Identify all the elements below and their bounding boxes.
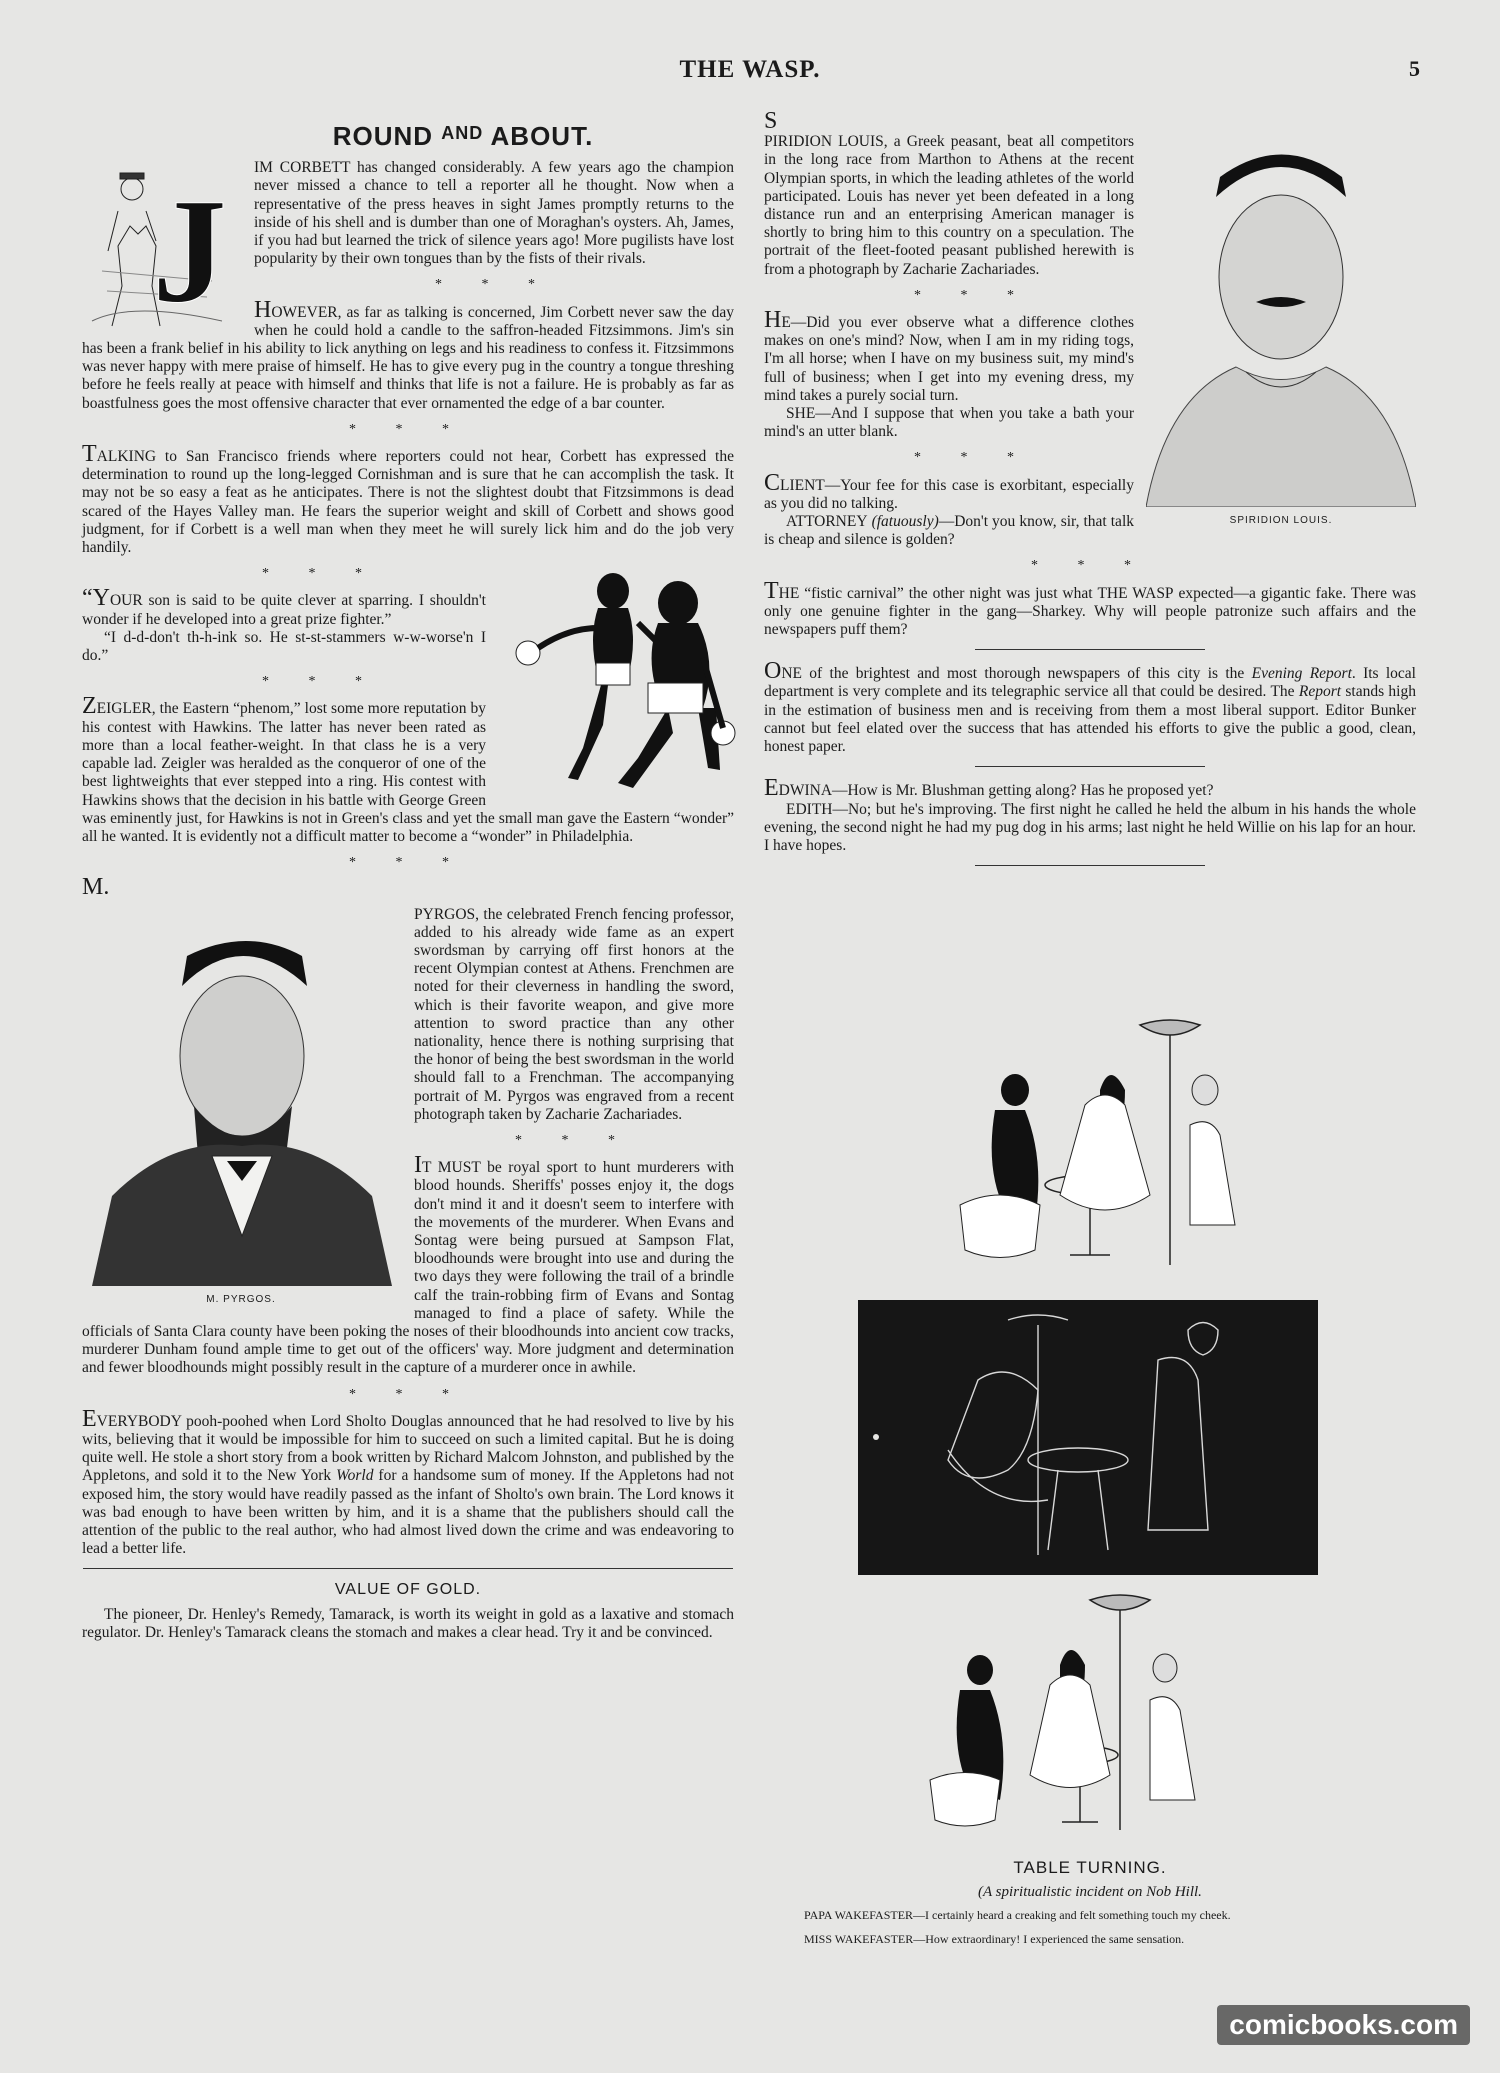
- separator-stars: * * *: [515, 1132, 633, 1148]
- paragraph-spiridion: PIRIDION LOUIS, a Greek peasant, beat all competitors in the long race from Marthon to Athens at the recent Olympian sports, in which the leading athletes of the world participated. Louis has never yet been defeated in a long distance run and an enterprising American manager is shortly to bring him to this country on a speculation. The portrait of the fleet-footed peasant published herewith is from a photograph by Zacharie Zachariades.: [764, 133, 1134, 278]
- table-turning-caption: [764, 1858, 1416, 1947]
- paragraph-zeigler: ZEIGLER, the Eastern “phenom,” lost some more reputation by his contest with Hawkins. The latter has never been rated as more than a local feather-weight. In that class he is a very capable lad. Zeigler was heralded as the conqueror of one of the best lightweights that ever stepped into a ring. His contest with Hawkins shows that the decision in his battle with George Green was eminently just, for Hawkins is not in Green's class and yet the small man gave the Eastern “wonder” all he wanted. It is evidently not a difficult matter to become a “wonder” in Philadelphia.: [82, 693, 734, 845]
- paragraph-he-clothes: HE—Did you ever observe what a difference clothes makes on one's mind? Now, when I am in my riding togs, I'm all horse; when I have on my business suit, my mind's full of business; when I get into my evening dress, my mind takes a purely social turn.: [764, 307, 1134, 404]
- corbett-dropcap-illustration: [82, 151, 242, 331]
- separator-stars: * * *: [349, 855, 467, 871]
- papa-dialogue: PAPA WAKEFASTER—I certainly heard a creaking and felt something touch my cheek.: [804, 1908, 1231, 1922]
- page-number: 5: [1409, 56, 1420, 81]
- paragraph-client: CLIENT—Your fee for this case is exorbitant, especially as you did no talking.: [764, 469, 1134, 512]
- paragraph-your-son: “YOUR son is said to be quite clever at sparring. I shouldn't wonder if he developed into a great prize fighter.”: [82, 585, 486, 628]
- boxing-cartoon-illustration: [498, 563, 738, 793]
- right-column: [764, 108, 1416, 878]
- separator-stars: * * *: [914, 287, 1032, 303]
- pyrgos-caption: M. PYRGOS.: [206, 1293, 276, 1305]
- paragraph-stammer-reply: “I d-d-don't th-h-ink so. He st-st-stammers w-w-worse'n I do.”: [82, 628, 486, 665]
- divider: [975, 865, 1205, 866]
- table-turning-title: TABLE TURNING.: [1013, 1858, 1167, 1877]
- separator-stars: * * *: [349, 421, 467, 437]
- separator-stars: * * *: [914, 450, 1032, 466]
- divider: [975, 766, 1205, 767]
- separator-stars: * * *: [349, 1386, 467, 1402]
- paragraph-edwina: EDWINA—How is Mr. Blushman getting along? Has he proposed yet?: [764, 775, 1214, 802]
- paragraph-evening-report: ONE of the brightest and most thorough newspapers of this city is the Evening Report. Its local department is very complete and its telegraphic service all that could be desired. The Report stands high in the estimation of business men and is receiving from them a most liberal support. Editor Bunker cannot but feel elated over the success that has attended his efforts to give the public a good, clean, honest paper.: [764, 658, 1416, 756]
- table-turning-panel-2-dark: [858, 1300, 1318, 1575]
- site-watermark: comicbooks.com: [1217, 2005, 1470, 2045]
- paragraph-fistic-carnival: THE “fistic carnival” the other night was just what THE WASP expected—a gigantic fake. There was only one genuine fighter in the gang—Sharkey. Why will people patronize such affairs and the newspapers puff them?: [764, 577, 1416, 639]
- divider: [83, 1568, 733, 1569]
- table-turning-subtitle: (A spiritualistic incident on Nob Hill.: [978, 1884, 1202, 1900]
- pyrgos-portrait: [82, 906, 400, 1304]
- paragraph-attorney: ATTORNEY (fatuously)—Don't you know, sir, that talk is cheap and silence is golden?: [764, 513, 1134, 549]
- section-heading: ROUND $^{AND}$ ABOUT.: [332, 121, 594, 151]
- paragraph-bloodhounds: IT MUST be royal sport to hunt murderers with blood hounds. Sheriffs' posses enjoy it, the dogs don't mind it and it doesn't seem to interfere with the movements of the murderer. When Evans and Sontag were being pursued at Sampson Flat, bloodhounds were brought into use and during the two days they were following the trail of a brindle calf the train-robbing firm of Evans and Sontag managed to find a place of safety. While the officials of Santa Clara county have been poking the noses of their bloodhounds into ancient cow tracks, murderer Dunham found ample time to get out of the officers' way. More judgment and determination and fewer bloodhounds might possibly result in the capture of a murderer once in awhile.: [82, 1152, 734, 1377]
- advert-heading: VALUE OF GOLD.: [334, 1581, 482, 1599]
- masthead: [0, 56, 1500, 96]
- miss-dialogue: MISS WAKEFASTER—How extraordinary! I experienced the same sensation.: [804, 1932, 1185, 1946]
- separator-stars: * * *: [435, 277, 553, 293]
- separator-stars: * * *: [262, 674, 380, 690]
- divider: [975, 649, 1205, 650]
- paragraph-talking: TALKING to San Francisco friends where reporters could not hear, Corbett has expressed the determination to round up the long-legged Cornishman and is sure that he can accomplish the task. It may not be so easy a feat as he anticipates. There is not the slightest doubt that Fitzsimmons is dead scared of the Hayes Valley man. He fears the superior weight and skill of Corbett and shows good judgment, for if Corbett is a well man when they meet he will surely lick him and do the job very handily.: [82, 441, 734, 557]
- spiridion-louis-portrait: [1146, 137, 1416, 527]
- paragraph-corbett: IM CORBETT has changed considerably. A few years ago the champion never missed a chance to tell a reporter all he thought. Now when a representative of the press heaves in sight James promptly returns to the inside of his shell and is dumber than one of Moraghan's oysters. Ah, James, if you had but learned the trick of silence years ago! More pugilists have lost popularity by their own tongues than by the fists of their rivals.: [254, 159, 734, 268]
- publication-title: THE WASP.: [679, 56, 821, 83]
- svg-text:J: J: [152, 168, 227, 332]
- paragraph-pyrgos: PYRGOS, the celebrated French fencing professor, added to his already wide fame as an expert swordsman by carrying off first honors at the recent Olympian contest at Athens. Frenchmen are noted for their cleverness in handling the sword, which is their favorite weapon, and give more attention to sword practice than any other nationality, hence there is nothing surprising that the honor of being the best swordsman in the world should fall to a Frenchman. The accompanying portrait of M. Pyrgos was engraved from a recent photograph taken by Zacharie Zachariades.: [414, 905, 734, 1123]
- paragraph-sholto: EVERYBODY pooh-poohed when Lord Sholto Douglas announced that he had resolved to live by his wits, believing that it would be impossible for him to succeed on such a limited capital. But he is doing quite well. He stole a short story from a book written by Richard Malcom Johnston, and published by the Appletons, and sold it to the New York World for a handsome sum of money. If the Appletons had not exposed him, the story would have readily passed as the infant of Sholto's own brain. The Lord knows it was bad enough to have been written by him, and it is a shame that the publishers should call the attention of the public to the real author, who had almost lived down the crime and was endeavoring to lead a better life.: [82, 1405, 734, 1558]
- separator-stars: * * *: [1031, 558, 1149, 574]
- table-turning-panel-1: [900, 1015, 1340, 1280]
- paragraph-edith: EDITH—No; but he's improving. The first night he called he held the album in his hands the whole evening, the second night he had my pug dog in his arms; last night he held Willie on his lap for an hour. I have hopes.: [764, 800, 1416, 854]
- separator-stars: * * *: [262, 566, 380, 582]
- louis-caption: SPIRIDION LOUIS.: [1229, 515, 1333, 527]
- paragraph-she-reply: SHE—And I suppose that when you take a bath your mind's an utter blank.: [764, 405, 1134, 441]
- paragraph-pyrgos-intro: M.: [82, 874, 110, 901]
- paragraph-fitzsimmons: HOWEVER, as far as talking is concerned, Jim Corbett never saw the day when he could hold a candle to the saffron-headed Fitzsimmons. Jim's sin has been a frank belief in his ability to lick anything on legs and his readiness to confess it. Fitzsimmons was never happy with mere praise of himself. He has to give every pug in the country a tongue threshing before he feels really at peace with himself and thinks that life is not a failure. He is probably as far as boastfulness goes the most offensive character that ever ornamented the edge of a bar counter.: [82, 296, 734, 412]
- table-turning-panel-3: [910, 1590, 1290, 1840]
- left-column: [82, 112, 734, 1642]
- advert-tamarack: The pioneer, Dr. Henley's Remedy, Tamarack, is worth its weight in gold as a laxative and stomach regulator. Dr. Henley's Tamarack cleans the stomach and makes a clear head. Try it and be convinced.: [82, 1605, 734, 1641]
- paragraph-spiridion-lead: S: [764, 108, 778, 134]
